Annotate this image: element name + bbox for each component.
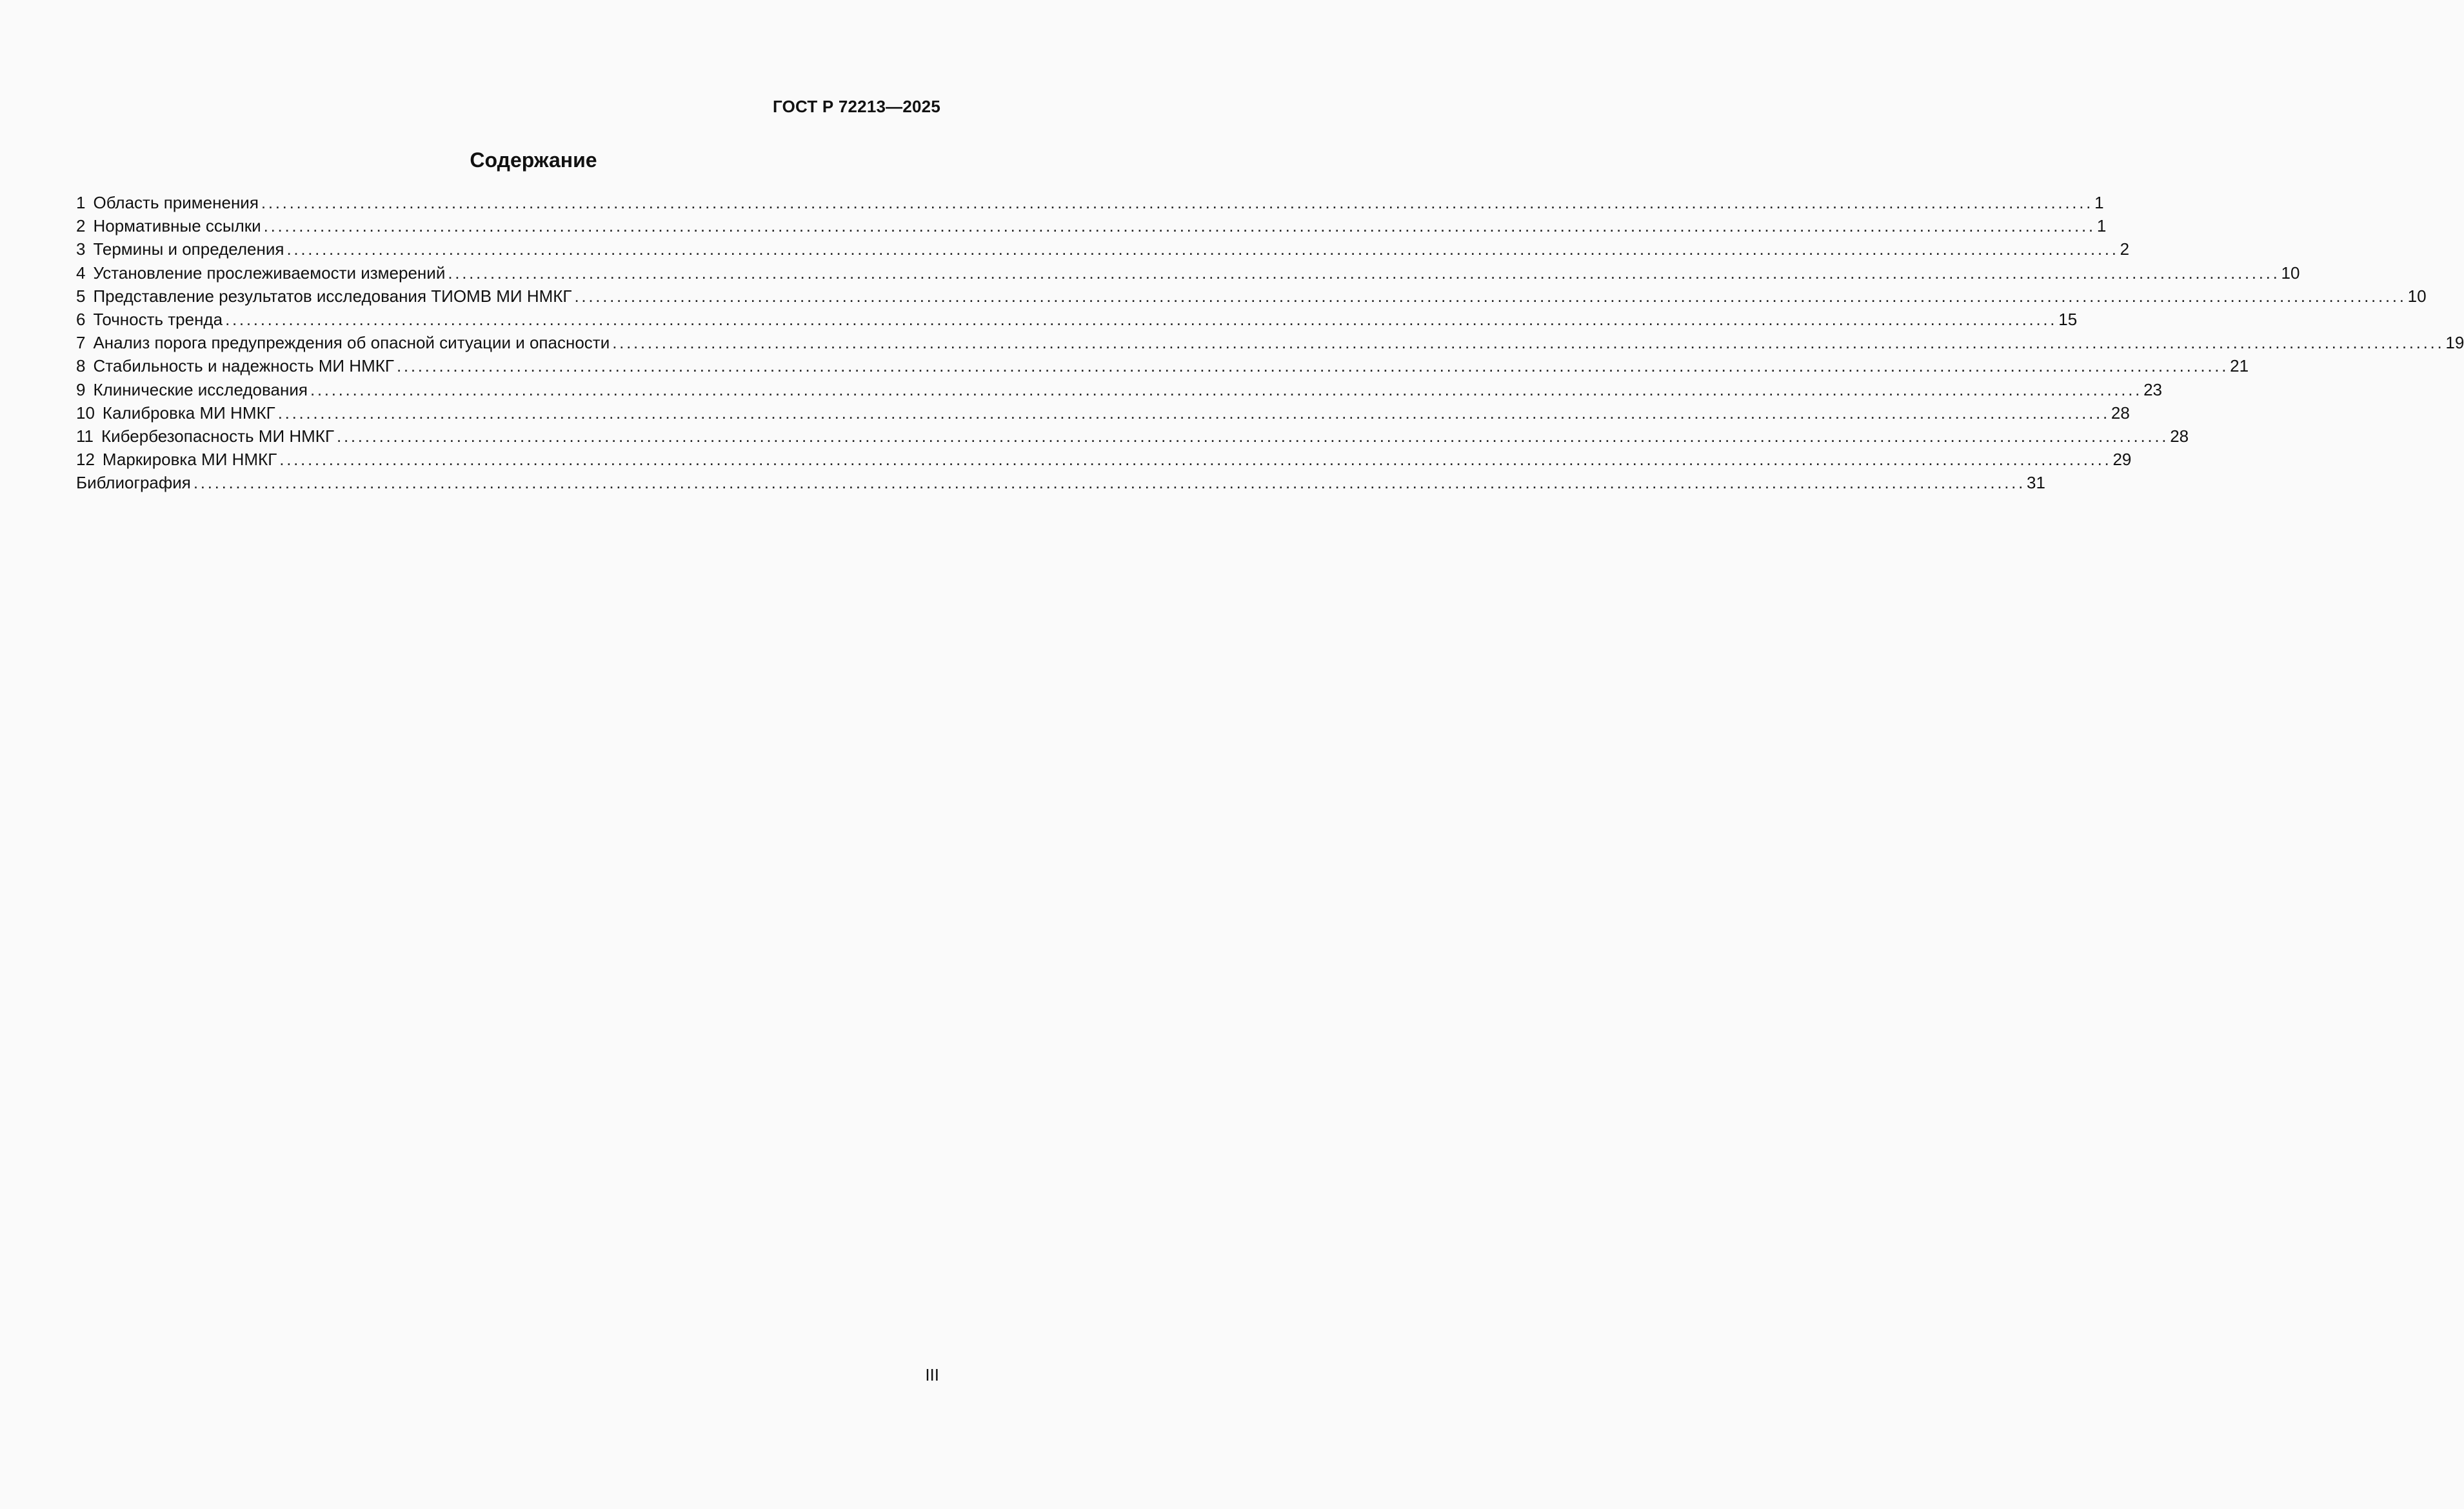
toc-entry-number: 8 xyxy=(76,356,86,376)
toc-entry-title: Точность тренда xyxy=(93,309,223,329)
toc-entry-title: Кибербезопасность МИ НМКГ xyxy=(101,426,335,446)
toc-dot-leader: .................................................................................................................................................................................................................................................................... xyxy=(310,379,2143,399)
toc-entry-page: 28 xyxy=(2111,403,2130,423)
toc-entry-page: 1 xyxy=(2096,216,2107,236)
toc-entry-title: Анализ порога предупреждения об опасной ситуации и опасности xyxy=(93,333,610,353)
toc-entry[interactable] xyxy=(76,448,2132,471)
toc-dot-leader: .................................................................................................................................................................................................................................................................... xyxy=(337,426,2169,446)
toc-entry[interactable] xyxy=(76,237,2130,261)
toc-entry[interactable] xyxy=(76,331,2464,354)
toc-dot-leader: .................................................................................................................................................................................................................................................................... xyxy=(574,286,2407,306)
toc-title: Содержание xyxy=(470,148,597,172)
toc-entry-title: Клинические исследования xyxy=(93,379,308,399)
toc-entry-page: 31 xyxy=(2027,473,2045,493)
page-number: III xyxy=(925,1365,939,1384)
toc-entry[interactable] xyxy=(76,425,2189,448)
toc-entry-page: 23 xyxy=(2143,379,2163,399)
toc-entry-number: 10 xyxy=(76,403,95,423)
toc-dot-leader: .................................................................................................................................................................................................................................................................... xyxy=(225,309,2058,329)
toc-entry[interactable] xyxy=(76,471,2045,494)
toc-entry-number: 6 xyxy=(76,309,86,329)
toc-entry[interactable] xyxy=(76,214,2107,237)
toc-entry-title: Установление прослеживаемости измерений xyxy=(93,263,446,283)
toc-entry-number: 5 xyxy=(76,286,86,306)
toc-entry-title: Библиография xyxy=(76,473,191,493)
toc-dot-leader: .................................................................................................................................................................................................................................................................... xyxy=(193,473,2026,493)
toc-entry-number: 2 xyxy=(76,216,86,236)
toc-entry-title: Область применения xyxy=(93,193,259,212)
toc-entry-title: Калибровка МИ НМКГ xyxy=(102,403,275,423)
toc-dot-leader: .................................................................................................................................................................................................................................................................... xyxy=(277,403,2110,423)
toc-entry-title: Нормативные ссылки xyxy=(93,216,261,236)
toc-dot-leader: .................................................................................................................................................................................................................................................................... xyxy=(612,333,2445,353)
toc-dot-leader: .................................................................................................................................................................................................................................................................... xyxy=(286,239,2119,259)
toc-entry-number: 12 xyxy=(76,450,95,470)
toc-entry-number: 4 xyxy=(76,263,86,283)
toc-entry-number: 11 xyxy=(76,426,94,446)
toc-entry-number: 9 xyxy=(76,379,86,399)
toc-entry[interactable] xyxy=(76,354,2249,377)
toc-dot-leader: .................................................................................................................................................................................................................................................................... xyxy=(448,263,2280,283)
toc-entry-title: Термины и определения xyxy=(93,239,284,259)
toc-entry[interactable] xyxy=(76,285,2427,308)
toc-entry-page: 28 xyxy=(2170,426,2189,446)
toc-entry-title: Стабильность и надежность МИ НМКГ xyxy=(93,356,394,376)
toc-dot-leader: .................................................................................................................................................................................................................................................................... xyxy=(279,450,2112,470)
toc-entry[interactable] xyxy=(76,191,2104,214)
toc-entry-page: 21 xyxy=(2230,356,2249,376)
toc-entry[interactable] xyxy=(76,308,2078,331)
toc-entry-number: 3 xyxy=(76,239,86,259)
toc-entry-page: 1 xyxy=(2094,193,2104,212)
standard-code: ГОСТ Р 72213—2025 xyxy=(773,97,940,116)
toc-entry-title: Представление результатов исследования ТИОМВ МИ НМКГ xyxy=(93,286,572,306)
toc-entry-page: 2 xyxy=(2120,239,2130,259)
toc-entry[interactable] xyxy=(76,261,2300,285)
toc-dot-leader: .................................................................................................................................................................................................................................................................... xyxy=(261,193,2094,212)
toc-dot-leader: .................................................................................................................................................................................................................................................................... xyxy=(263,216,2096,236)
toc-entry-page: 29 xyxy=(2112,450,2132,470)
toc-entry[interactable] xyxy=(76,378,2163,401)
toc-entry-number: 1 xyxy=(76,193,86,212)
toc-entry-page: 15 xyxy=(2058,309,2078,329)
toc-entry-number: 7 xyxy=(76,333,86,353)
toc-entry[interactable] xyxy=(76,401,2130,425)
toc-entry-page: 19 xyxy=(2445,333,2464,353)
toc-entry-title: Маркировка МИ НМКГ xyxy=(102,450,277,470)
table-of-contents xyxy=(76,191,2464,494)
toc-entry-page: 10 xyxy=(2281,263,2300,283)
toc-dot-leader: .................................................................................................................................................................................................................................................................... xyxy=(396,356,2229,376)
toc-entry-page: 10 xyxy=(2407,286,2427,306)
